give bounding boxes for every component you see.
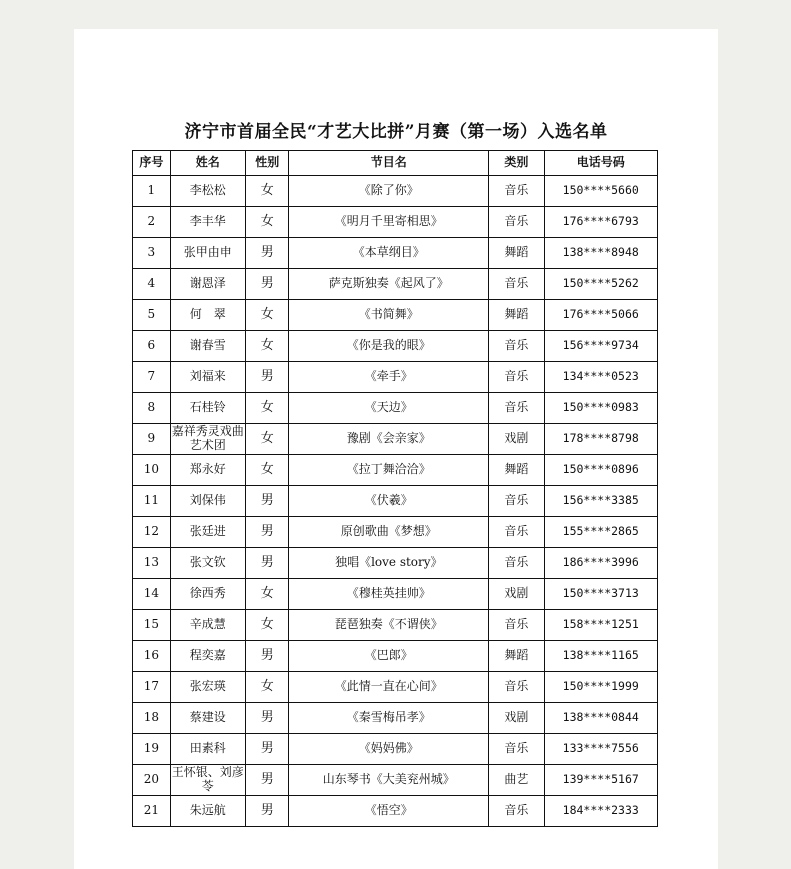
table-row <box>133 703 658 734</box>
cell-name: 辛成慧 <box>170 610 245 641</box>
cell-category: 音乐 <box>489 548 544 579</box>
table-row <box>133 548 658 579</box>
cell-phone: 138****0844 <box>544 703 658 734</box>
cell-index: 13 <box>133 548 171 579</box>
table-row <box>133 238 658 269</box>
table-row <box>133 672 658 703</box>
cell-gender: 女 <box>245 424 289 455</box>
cell-category: 音乐 <box>489 672 544 703</box>
cell-category: 音乐 <box>489 796 544 827</box>
table-row <box>133 176 658 207</box>
cell-program: 《巴郎》 <box>289 641 489 672</box>
cell-phone: 133****7556 <box>544 734 658 765</box>
cell-program: 《天边》 <box>289 393 489 424</box>
cell-gender: 女 <box>245 176 289 207</box>
cell-name: 谢恩泽 <box>170 269 245 300</box>
cell-category: 音乐 <box>489 176 544 207</box>
cell-program: 原创歌曲《梦想》 <box>289 517 489 548</box>
cell-phone: 176****5066 <box>544 300 658 331</box>
cell-index: 3 <box>133 238 171 269</box>
cell-category: 戏剧 <box>489 579 544 610</box>
table-row <box>133 579 658 610</box>
cell-phone: 184****2333 <box>544 796 658 827</box>
cell-name: 刘福来 <box>170 362 245 393</box>
cell-phone: 134****0523 <box>544 362 658 393</box>
cell-index: 8 <box>133 393 171 424</box>
cell-program: 《秦雪梅吊孝》 <box>289 703 489 734</box>
cell-name: 蔡建设 <box>170 703 245 734</box>
table-row <box>133 331 658 362</box>
header-name: 姓名 <box>170 151 245 176</box>
cell-name: 郑永好 <box>170 455 245 486</box>
cell-program: 《拉丁舞洽洽》 <box>289 455 489 486</box>
cell-phone: 186****3996 <box>544 548 658 579</box>
cell-index: 9 <box>133 424 171 455</box>
cell-name: 程奕嘉 <box>170 641 245 672</box>
cell-gender: 女 <box>245 579 289 610</box>
cell-phone: 150****1999 <box>544 672 658 703</box>
cell-category: 曲艺 <box>489 765 544 796</box>
cell-name: 王怀银、刘彦苓 <box>170 765 245 796</box>
cell-gender: 女 <box>245 455 289 486</box>
cell-phone: 150****0983 <box>544 393 658 424</box>
cell-phone: 155****2865 <box>544 517 658 548</box>
cell-program: 《你是我的眼》 <box>289 331 489 362</box>
cell-name: 嘉祥秀灵戏曲艺术团 <box>170 424 245 455</box>
cell-program: 《此情一直在心间》 <box>289 672 489 703</box>
cell-name: 徐西秀 <box>170 579 245 610</box>
table-row <box>133 486 658 517</box>
header-category: 类别 <box>489 151 544 176</box>
cell-index: 17 <box>133 672 171 703</box>
header-index: 序号 <box>133 151 171 176</box>
cell-category: 舞蹈 <box>489 300 544 331</box>
cell-program: 《书简舞》 <box>289 300 489 331</box>
cell-category: 戏剧 <box>489 424 544 455</box>
cell-gender: 男 <box>245 517 289 548</box>
cell-name: 石桂铃 <box>170 393 245 424</box>
table-row <box>133 517 658 548</box>
table-body <box>133 176 658 827</box>
cell-category: 舞蹈 <box>489 455 544 486</box>
cell-category: 音乐 <box>489 269 544 300</box>
document-page <box>74 29 718 869</box>
cell-gender: 男 <box>245 734 289 765</box>
header-program: 节目名 <box>289 151 489 176</box>
cell-gender: 女 <box>245 610 289 641</box>
cell-phone: 139****5167 <box>544 765 658 796</box>
table-row <box>133 424 658 455</box>
cell-program: 《伏羲》 <box>289 486 489 517</box>
cell-gender: 男 <box>245 238 289 269</box>
cell-category: 音乐 <box>489 331 544 362</box>
cell-gender: 男 <box>245 641 289 672</box>
cell-gender: 男 <box>245 269 289 300</box>
cell-program: 《牵手》 <box>289 362 489 393</box>
cell-category: 音乐 <box>489 207 544 238</box>
cell-gender: 男 <box>245 362 289 393</box>
cell-index: 10 <box>133 455 171 486</box>
cell-index: 16 <box>133 641 171 672</box>
cell-name: 田素科 <box>170 734 245 765</box>
header-row <box>133 151 658 176</box>
table-header <box>133 151 658 176</box>
cell-category: 音乐 <box>489 610 544 641</box>
cell-program: 萨克斯独奏《起风了》 <box>289 269 489 300</box>
cell-name: 李松松 <box>170 176 245 207</box>
cell-program: 《除了你》 <box>289 176 489 207</box>
cell-name: 刘保伟 <box>170 486 245 517</box>
cell-category: 音乐 <box>489 362 544 393</box>
cell-phone: 138****1165 <box>544 641 658 672</box>
cell-gender: 男 <box>245 765 289 796</box>
cell-category: 音乐 <box>489 734 544 765</box>
header-gender: 性别 <box>245 151 289 176</box>
cell-program: 《悟空》 <box>289 796 489 827</box>
cell-phone: 150****5660 <box>544 176 658 207</box>
cell-index: 1 <box>133 176 171 207</box>
table-row <box>133 207 658 238</box>
cell-category: 戏剧 <box>489 703 544 734</box>
cell-phone: 138****8948 <box>544 238 658 269</box>
cell-gender: 女 <box>245 672 289 703</box>
cell-index: 12 <box>133 517 171 548</box>
cell-index: 14 <box>133 579 171 610</box>
cell-program: 《妈妈佛》 <box>289 734 489 765</box>
selection-list-table <box>132 150 658 827</box>
cell-gender: 男 <box>245 486 289 517</box>
cell-name: 李丰华 <box>170 207 245 238</box>
cell-program: 《明月千里寄相思》 <box>289 207 489 238</box>
cell-phone: 150****3713 <box>544 579 658 610</box>
cell-gender: 女 <box>245 331 289 362</box>
cell-index: 5 <box>133 300 171 331</box>
document-title: 济宁市首届全民“才艺大比拼”月赛（第一场）入选名单 <box>184 122 608 142</box>
cell-name: 张廷进 <box>170 517 245 548</box>
table-row <box>133 455 658 486</box>
table-row <box>133 610 658 641</box>
cell-index: 15 <box>133 610 171 641</box>
cell-gender: 男 <box>245 703 289 734</box>
cell-category: 音乐 <box>489 517 544 548</box>
cell-index: 21 <box>133 796 171 827</box>
cell-program: 豫剧《会亲家》 <box>289 424 489 455</box>
table-row <box>133 269 658 300</box>
cell-program: 《本草纲目》 <box>289 238 489 269</box>
table-row <box>133 796 658 827</box>
cell-index: 4 <box>133 269 171 300</box>
cell-category: 舞蹈 <box>489 238 544 269</box>
cell-index: 20 <box>133 765 171 796</box>
header-phone: 电话号码 <box>544 151 658 176</box>
cell-gender: 女 <box>245 207 289 238</box>
cell-phone: 150****0896 <box>544 455 658 486</box>
cell-phone: 178****8798 <box>544 424 658 455</box>
cell-phone: 176****6793 <box>544 207 658 238</box>
cell-index: 2 <box>133 207 171 238</box>
cell-name: 张宏瑛 <box>170 672 245 703</box>
cell-index: 6 <box>133 331 171 362</box>
cell-gender: 男 <box>245 548 289 579</box>
cell-gender: 女 <box>245 393 289 424</box>
cell-phone: 156****3385 <box>544 486 658 517</box>
cell-index: 18 <box>133 703 171 734</box>
cell-program: 山东琴书《大美兖州城》 <box>289 765 489 796</box>
cell-program: 《穆桂英挂帅》 <box>289 579 489 610</box>
cell-phone: 158****1251 <box>544 610 658 641</box>
cell-phone: 156****9734 <box>544 331 658 362</box>
cell-category: 舞蹈 <box>489 641 544 672</box>
cell-name: 谢春雪 <box>170 331 245 362</box>
cell-gender: 男 <box>245 796 289 827</box>
cell-gender: 女 <box>245 300 289 331</box>
cell-name: 朱远航 <box>170 796 245 827</box>
table-row <box>133 300 658 331</box>
cell-name: 何 翠 <box>170 300 245 331</box>
table-row <box>133 765 658 796</box>
cell-index: 19 <box>133 734 171 765</box>
cell-name: 张甲由申 <box>170 238 245 269</box>
cell-index: 11 <box>133 486 171 517</box>
cell-name: 张文钦 <box>170 548 245 579</box>
table-row <box>133 641 658 672</box>
cell-program: 琵琶独奏《不谓侠》 <box>289 610 489 641</box>
cell-phone: 150****5262 <box>544 269 658 300</box>
cell-category: 音乐 <box>489 486 544 517</box>
cell-program: 独唱《love story》 <box>289 548 489 579</box>
cell-index: 7 <box>133 362 171 393</box>
table-row <box>133 393 658 424</box>
table-row <box>133 734 658 765</box>
table-row <box>133 362 658 393</box>
cell-category: 音乐 <box>489 393 544 424</box>
